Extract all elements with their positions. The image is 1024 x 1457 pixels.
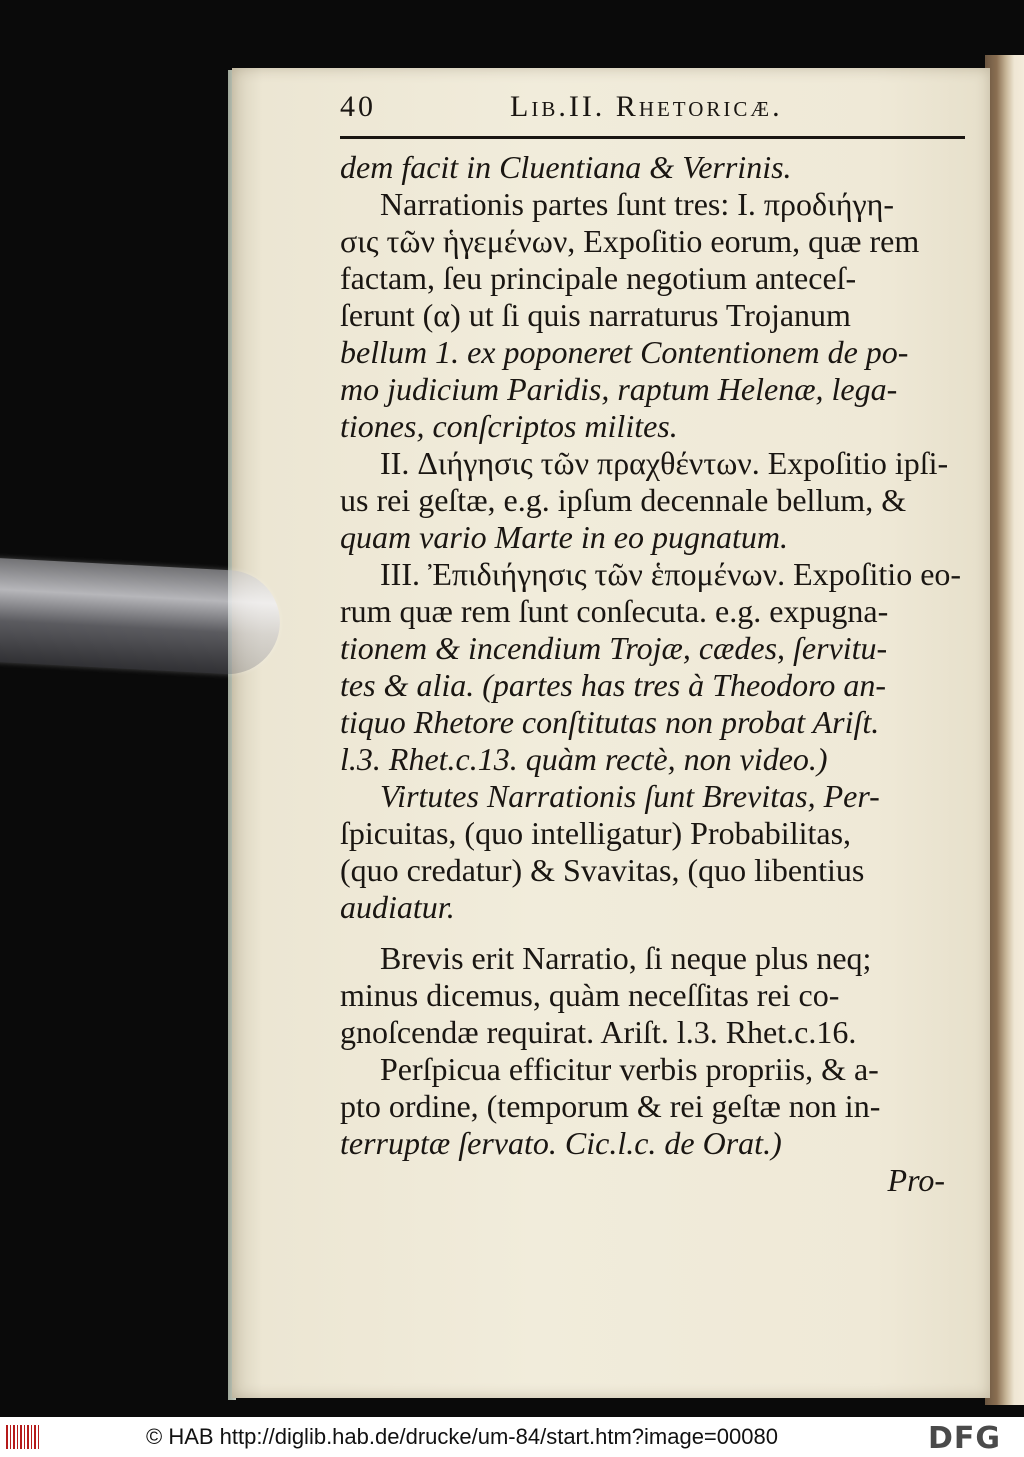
text-line: tiones, conſcriptos milites. (340, 408, 678, 444)
text-line: tiquo Rhetore conſtitutas non probat Ariſt. (340, 704, 880, 740)
text-line: audiatur. (340, 889, 455, 925)
text-line: bellum 1. ex poponeret Contentionem de po- (340, 334, 909, 370)
paragraph-gap (340, 926, 965, 940)
text-line: Narrationis partes ſunt tres: I. προδιήγη- (380, 186, 894, 222)
page-text-block (340, 90, 965, 1199)
header-rule (340, 136, 965, 139)
dfg-logo: DFG (928, 1421, 1002, 1456)
text-line: factam, ſeu principale negotium anteceſ- (340, 260, 857, 296)
text-line: Perſpicua efficitur verbis propriis, & a- (380, 1051, 879, 1087)
text-line: minus dicemus, quàm neceſſitas rei co- (340, 977, 840, 1013)
catchword: Pro- (887, 1162, 945, 1198)
barcode-icon (6, 1425, 40, 1449)
page-number: 40 (340, 90, 376, 123)
text-line: mo judicium Paridis, raptum Helenæ, lega- (340, 371, 898, 407)
page-holder-clip (0, 557, 283, 677)
text-line: σις τῶν ἡγεμένων, Expoſitio eorum, quæ rem (340, 223, 920, 259)
text-line: Virtutes Narrationis ſunt Brevitas, Per- (380, 778, 880, 814)
text-line: tionem & incendium Trojæ, cædes, ſervitu- (340, 630, 888, 666)
text-line: ſerunt (α) ut ſi quis narraturus Trojanum (340, 297, 851, 333)
text-line: pto ordine, (temporum & rei geſtæ non in- (340, 1088, 881, 1124)
text-line: us rei geſtæ, e.g. ipſum decennale bellum, & (340, 482, 907, 518)
running-head (340, 90, 965, 130)
text-line: ſpicuitas, (quo intelligatur) Probabilitas, (340, 815, 852, 851)
text-line: gnoſcendæ requirat. Ariſt. l.3. Rhet.c.16. (340, 1014, 857, 1050)
text-line: II. Διήγησις τῶν πραχθέντων. Expoſitio ipſi- (380, 445, 949, 481)
text-line: Brevis erit Narratio, ſi neque plus neq; (380, 940, 872, 976)
text-line: quam vario Marte in eo pugnatum. (340, 519, 788, 555)
text-line: (quo credatur) & Svavitas, (quo libentius (340, 852, 865, 888)
text-line: rum quæ rem ſunt conſecuta. e.g. expugna- (340, 593, 889, 629)
text-line: terruptæ ſervato. Cic.l.c. de Orat.) (340, 1125, 782, 1161)
text-line: tes & alia. (partes has tres à Theodoro an- (340, 667, 887, 703)
book-right-edge (985, 55, 1024, 1405)
footer-bar (0, 1417, 1024, 1457)
text-line: dem facit in Cluentiana & Verrinis. (340, 149, 792, 185)
text-line: l.3. Rhet.c.13. quàm rectè, non video.) (340, 741, 828, 777)
running-head-title: Lib.II. Rhetoricæ. (510, 90, 783, 123)
text-line: III. Ἐπιδιήγησις τῶν ἑπομένων. Expoſitio eo- (380, 556, 962, 592)
footer-source-link[interactable]: © HAB http://diglib.hab.de/drucke/um-84/start.htm?image=00080 (146, 1424, 778, 1449)
